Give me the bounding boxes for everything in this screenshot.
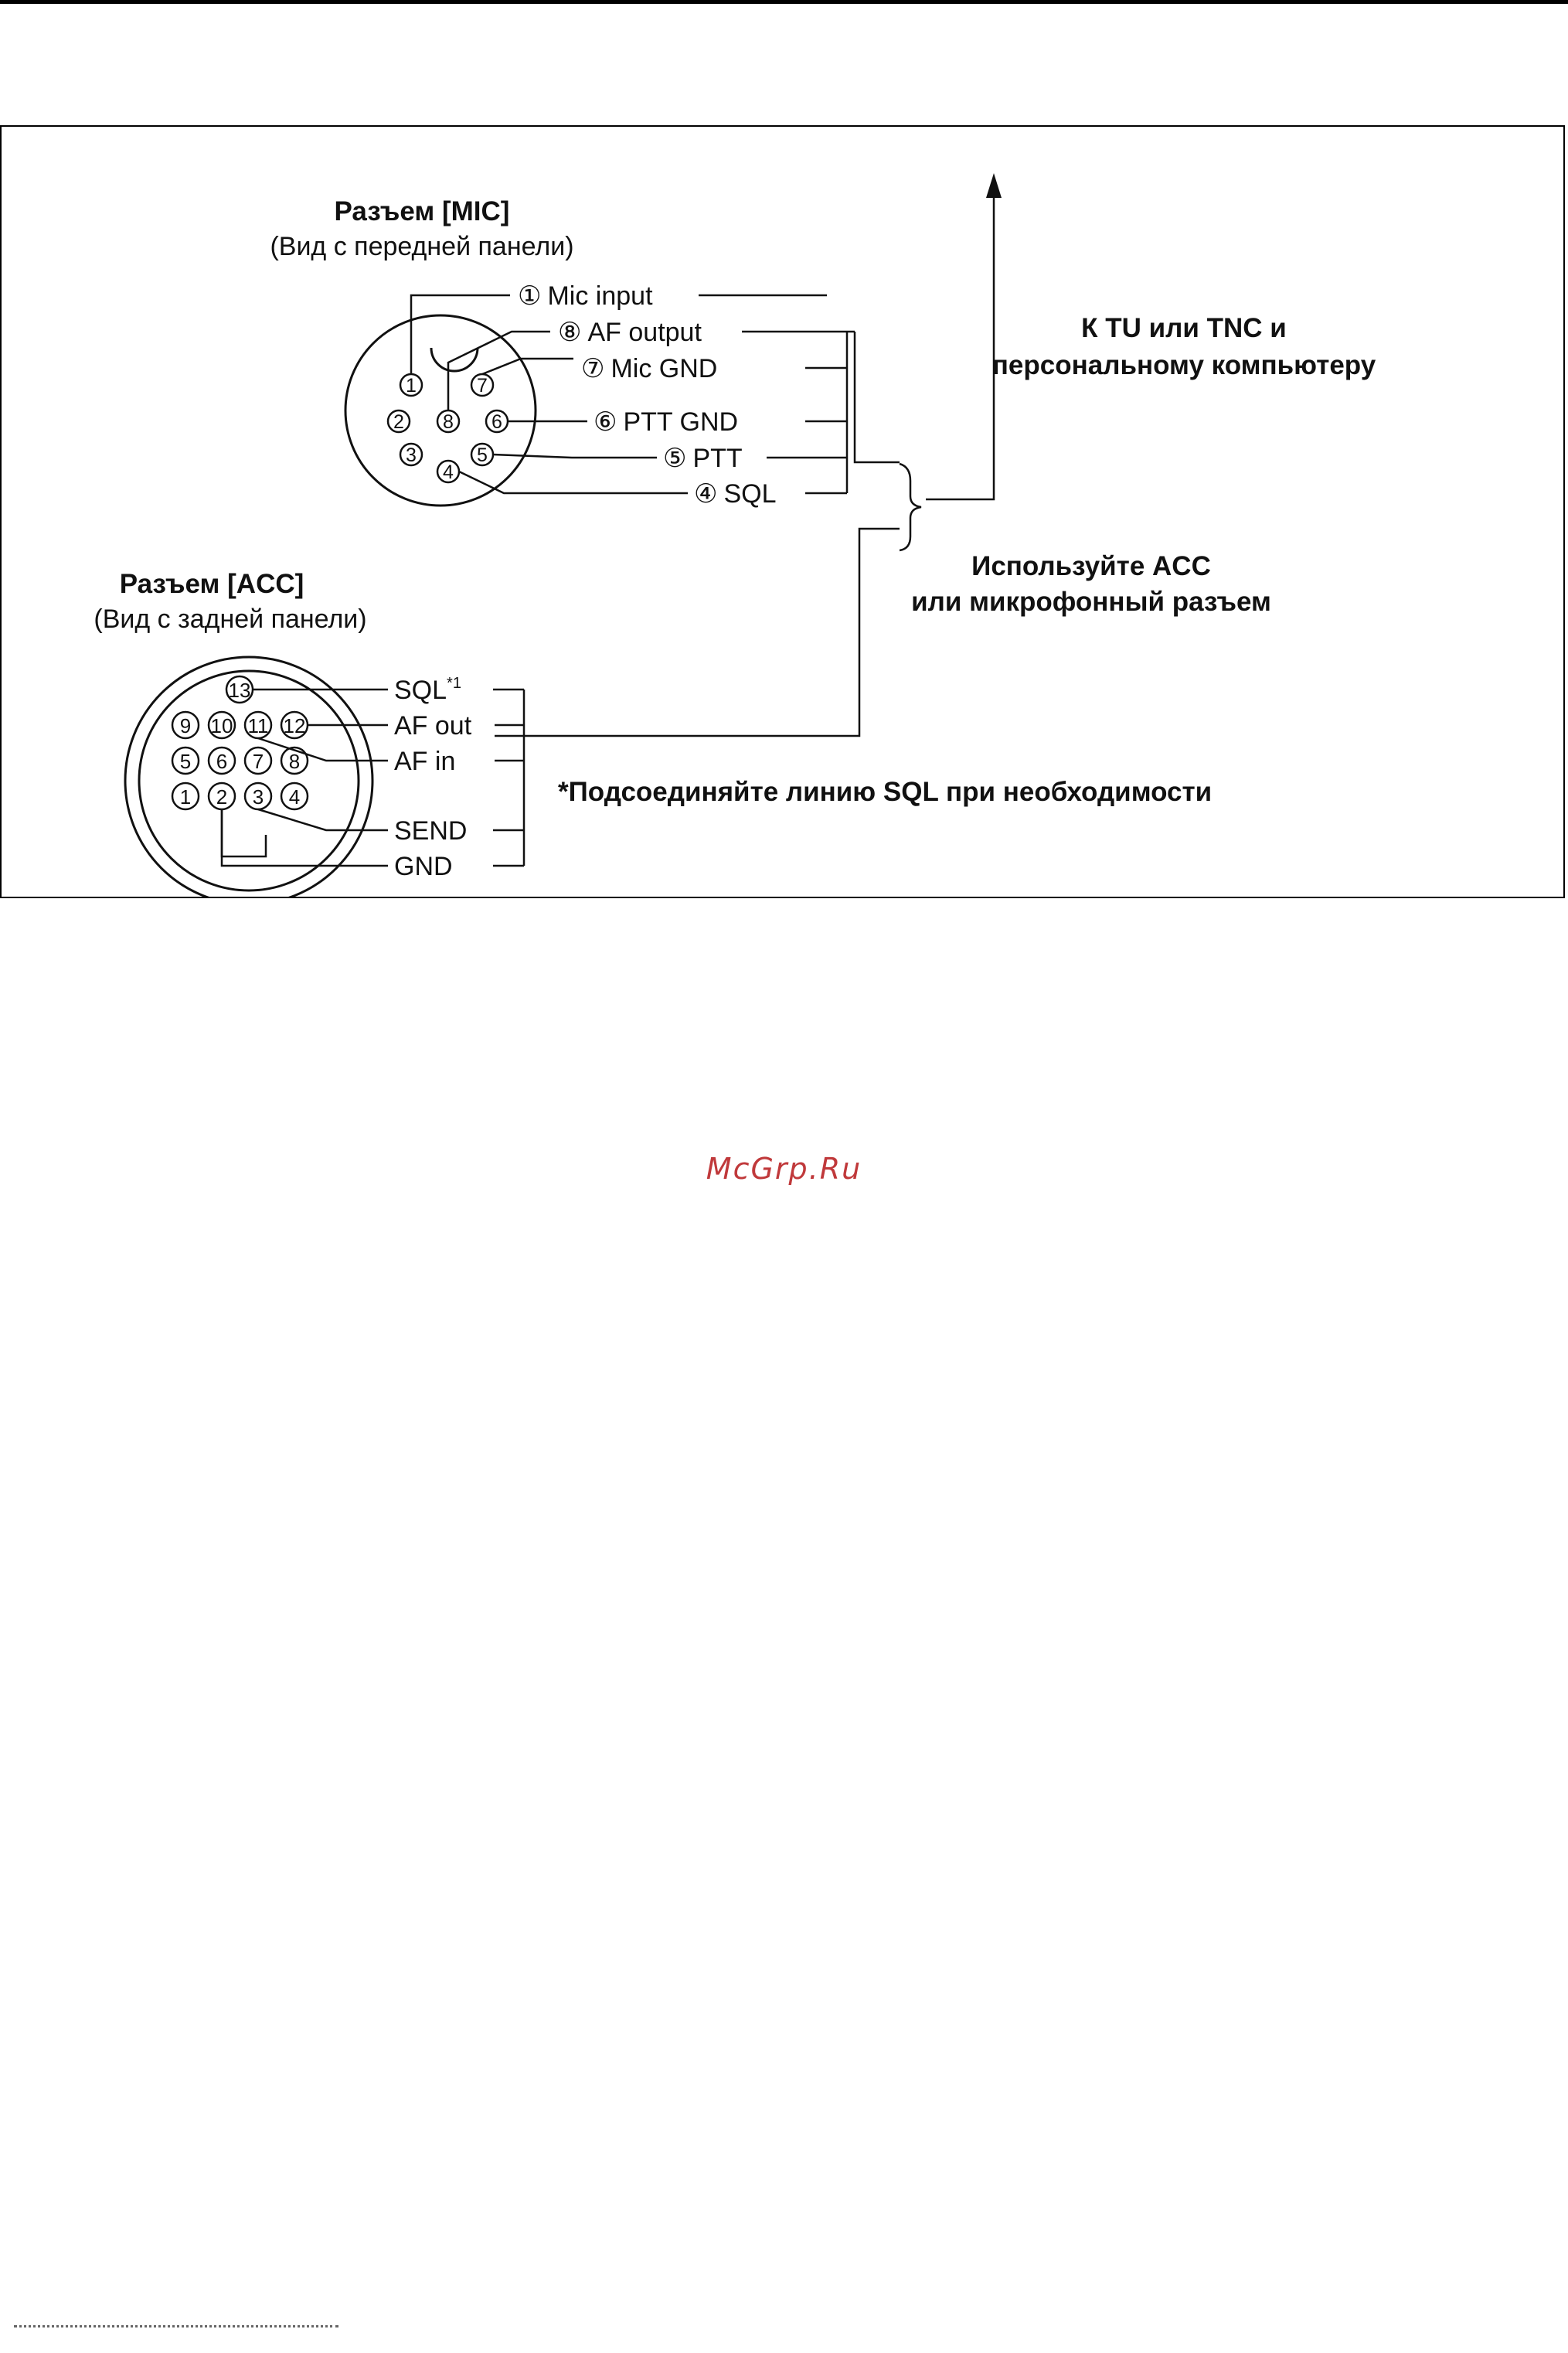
acc-face-pin-9 [172,712,199,738]
acc-face-pin-11 [245,712,271,738]
svg-text:3: 3 [406,444,417,466]
watermark-text: McGrp.Ru [706,1152,862,1186]
acc-face-pin-12 [281,712,308,738]
svg-text:7: 7 [477,375,488,397]
acc-connector-title: Разъем [ACC] [119,569,304,599]
svg-text:4: 4 [443,461,454,483]
mic-face-pin-5 [471,444,493,466]
acc-face-pin-4 [281,783,308,809]
leader-mic-input [411,295,510,374]
mic-face-pin-1 [400,374,422,397]
acc-label-af-out: AF out [394,711,472,741]
acc-label-send: SEND [394,816,468,846]
mic-face-pin-2 [388,410,410,433]
acc-face-pin-8 [281,747,308,774]
acc-label-sql: SQL$^{*1}$ [394,675,461,705]
acc-face-pin-10 [209,712,235,738]
mic-pin-label-sql: ④ SQL [694,479,777,509]
svg-text:5: 5 [477,444,488,466]
acc-label-af-in: AF in [394,747,456,776]
svg-text:1: 1 [406,375,417,397]
acc-pin-labels [394,675,472,881]
sql-footnote: *Подсоединяйте линию SQL при необходимости [558,777,1213,807]
diagram-frame [0,125,1565,898]
mic-face-pin-6 [486,410,508,433]
mic-pin-label-mic-gnd: ⑦ Mic GND [581,354,718,383]
mic-connector-title: Разъем [MIC] [334,196,510,226]
acc-face-pin-2 [209,783,235,809]
up-arrow [926,173,1002,499]
acc-face-pin-6 [209,747,235,774]
connector-diagram [2,127,1563,897]
mic-pin-label-af-output: ⑧ AF output [558,318,702,347]
dotted-footer-rule [14,2325,338,2327]
mic-face-pin-7 [471,374,493,397]
mic-pin-label-ptt: ⑤ PTT [663,444,743,473]
mic-pin-label-ptt-gnd: ⑥ PTT GND [594,407,739,437]
top-rule [0,0,1568,4]
mic-face-pin-8 [437,410,459,433]
acc-connector-inner [139,671,359,890]
svg-text:3: 3 [252,785,264,809]
destination-line2: персональному компьютеру [991,350,1376,380]
acc-connector-subtitle: (Вид с задней панели) [94,604,367,634]
svg-text:13: 13 [228,679,251,702]
destination-line1: К TU или TNC и [1081,313,1287,343]
mic-connector-subtitle: (Вид с передней панели) [270,232,574,261]
svg-text:6: 6 [216,750,228,773]
acc-label-gnd: GND [394,852,453,881]
acc-face-pin-3 [245,783,271,809]
svg-text:11: 11 [247,714,269,737]
mic-pin-label-mic-input: ① Mic input [518,281,653,311]
bus-af-to-brace [855,332,900,462]
svg-text:1: 1 [179,785,192,809]
mic-face-pin-4 [437,461,459,483]
merge-brace [900,464,921,550]
acc-face-pin-13 [226,676,253,703]
mic-pin-labels [518,281,777,509]
mic-face-pin-3 [400,444,422,466]
svg-text:10: 10 [210,714,233,737]
acc-bus-to-brace [495,529,900,736]
svg-text:5: 5 [179,750,192,773]
svg-text:9: 9 [179,714,192,737]
svg-text:12: 12 [283,714,306,737]
svg-text:6: 6 [491,411,502,433]
svg-text:2: 2 [216,785,228,809]
acc-face-pin-1 [172,783,199,809]
usage-note-line2: или микрофонный разъем [911,587,1271,617]
svg-text:8: 8 [288,750,301,773]
svg-text:2: 2 [393,411,404,433]
acc-face-pins [172,676,308,809]
svg-text:7: 7 [252,750,264,773]
svg-text:4: 4 [288,785,301,809]
acc-face-pin-7 [245,747,271,774]
usage-note-line1: Используйте ACC [971,551,1211,581]
acc-face-pin-5 [172,747,199,774]
svg-text:8: 8 [443,411,454,433]
acc-output-bus [493,529,900,866]
leader-ptt [493,455,657,458]
